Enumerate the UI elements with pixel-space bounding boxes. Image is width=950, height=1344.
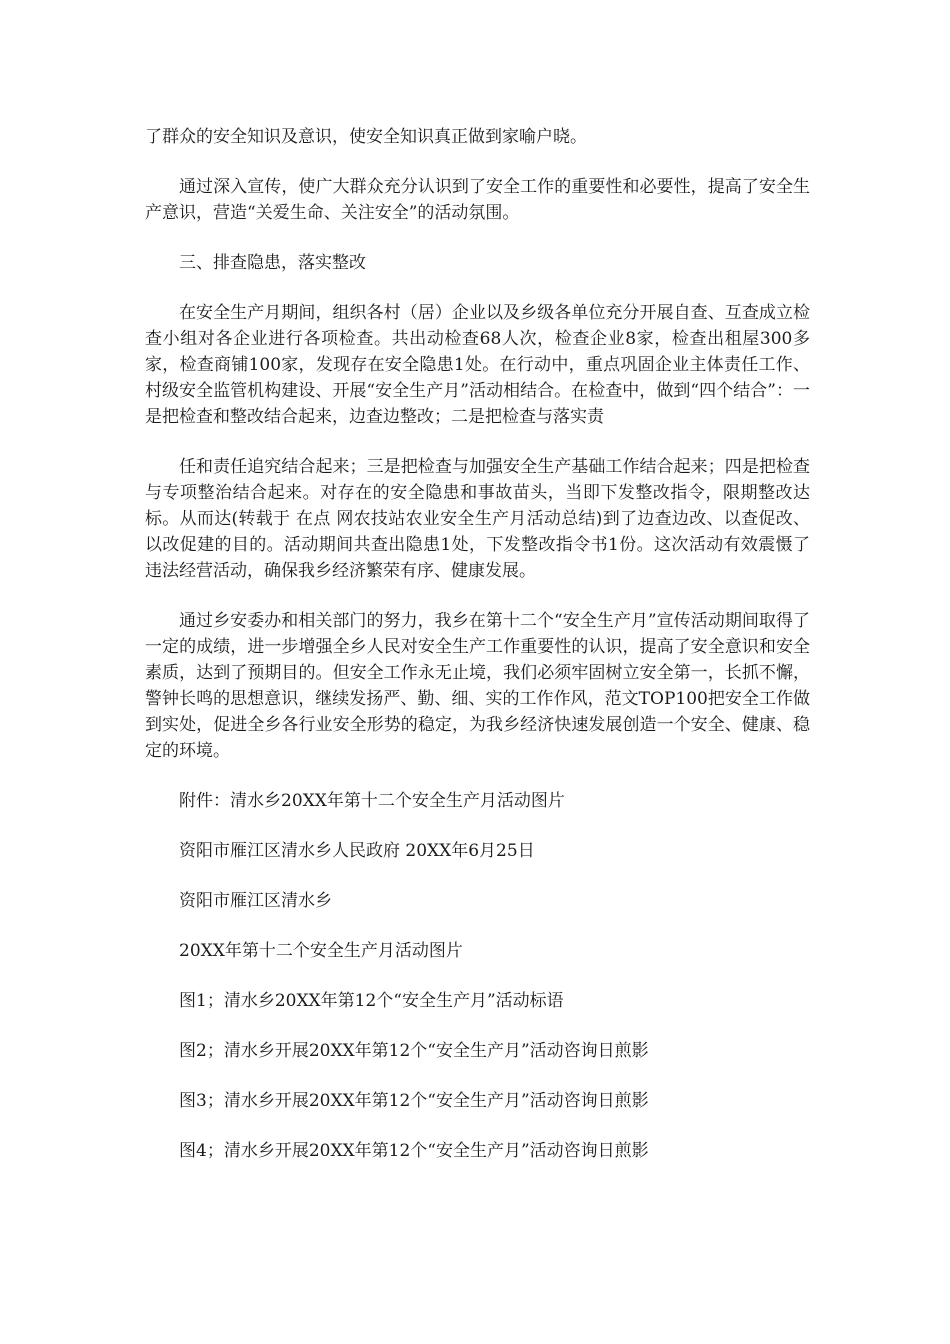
paragraph-rectification: 任和责任追究结合起来；三是把检查与加强安全生产基础工作结合起来；四是把检查与专项整治结合起来。对存在的安全隐患和事故苗头，当即下发整改指令，限期整改达标。从而达(转载于 在点 网农技站农业安全生产月活动总结)到了边查边改、以查促改、以改促建的目的。活动期间共查出隐患1处，下发整改指令书1份。这次活动有效震慑了违法经营活动，确保我乡经济繁荣有序、健康发展。 [145, 457, 810, 581]
photo-section-title: 20XX年第十二个安全生产月活动图片 [179, 941, 463, 961]
paragraph-summary: 通过乡安委办和相关部门的努力，我乡在第十二个“安全生产月”宣传活动期间取得了一定的成绩，进一步增强全乡人民对安全生产工作重要性的认识，提高了安全意识和安全素质，达到了预期目的。但安全工作永无止境，我们必须牢固树立安全第一，长抓不懈，警钟长鸣的思想意识，继续发扬严、勤、细、实的工作作风，范文TOP100把安全工作做到实处，促进全乡各行业安全形势的稳定，为我乡经济快速发展创造一个安全、健康、稳定的环境。 [145, 611, 810, 761]
figure-caption-2: 图2；清水乡开展20XX年第12个“安全生产月”活动咨询日煎影 [179, 1041, 649, 1061]
paragraph-continuation: 了群众的安全知识及意识，使安全知识真正做到家喻户晓。 [145, 127, 587, 147]
document-body [145, 124, 810, 1188]
attachment-line: 附件：清水乡20XX年第十二个安全生产月活动图片 [179, 791, 565, 811]
paragraph-inspection: 在安全生产月期间，组织各村（居）企业以及乡级各单位充分开展自查、互查成立检查小组对各企业进行各项检查。共出动检查68人次，检查企业8家，检查出租屋300多家，检查商铺100家，发现存在安全隐患1处。在行动中，重点巩固企业主体责任工作、村级安全监管机构建设、开展“安全生产月”活动相结合。在检查中，做到“四个结合”：一是把检查和整改结合起来，边查边整改；二是把检查与落实责 [145, 303, 810, 427]
location-line: 资阳市雁江区清水乡 [179, 891, 332, 911]
section-heading-hazard-check: 三、排查隐患，落实整改 [179, 253, 366, 273]
figure-caption-1: 图1；清水乡20XX年第12个“安全生产月”活动标语 [179, 991, 564, 1011]
signature-date-line: 资阳市雁江区清水乡人民政府 20XX年6月25日 [179, 841, 535, 861]
figure-caption-4: 图4；清水乡开展20XX年第12个“安全生产月”活动咨询日煎影 [179, 1141, 649, 1161]
figure-caption-3: 图3；清水乡开展20XX年第12个“安全生产月”活动咨询日煎影 [179, 1091, 649, 1111]
paragraph-awareness: 通过深入宣传，使广大群众充分认识到了安全工作的重要性和必要性，提高了安全生产意识，营造“关爱生命、关注安全”的活动氛围。 [145, 177, 810, 223]
